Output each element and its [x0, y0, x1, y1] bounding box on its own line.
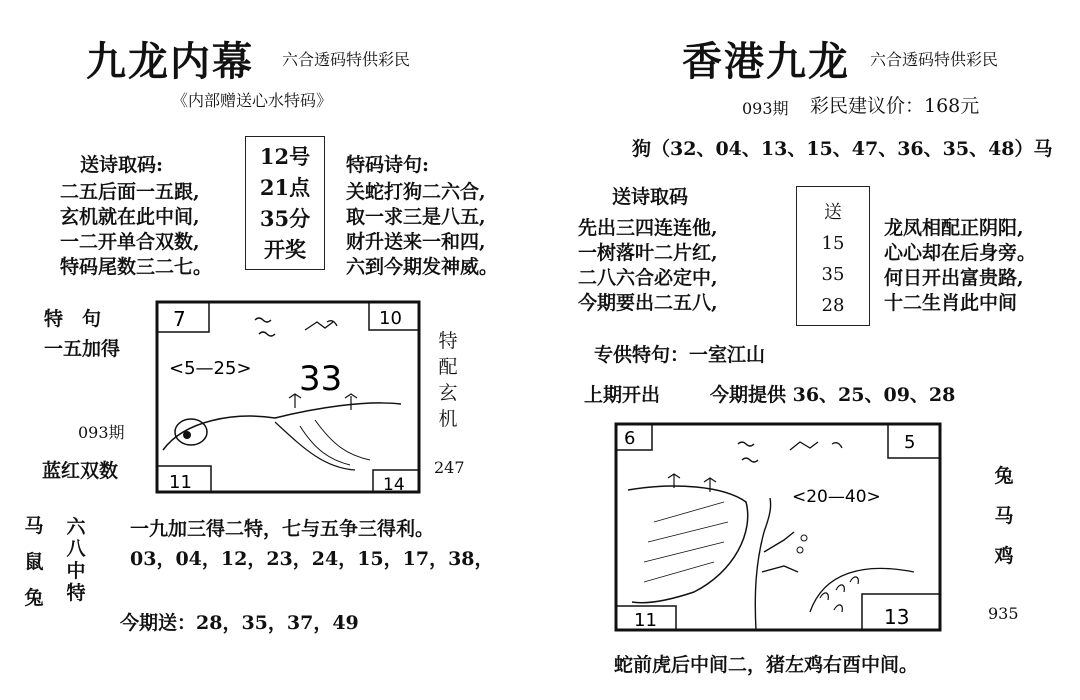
left-liuba-char: 八 — [66, 538, 86, 560]
right-box-line: 15 — [821, 233, 845, 254]
right-poem-line: 先出三四连连他, — [578, 217, 718, 239]
right-sketch-corner-br: 13 — [884, 605, 910, 629]
right-zodiac-char: 马 — [994, 505, 1014, 527]
left-poem — [60, 180, 212, 280]
right-right-number: 935 — [988, 604, 1019, 623]
left-special-label: 特 句 — [44, 308, 102, 330]
left-vertical-char: 机 — [438, 408, 458, 430]
left-poem-line: 一二开单合双数, — [60, 231, 200, 253]
left-vertical-char: 配 — [438, 356, 458, 378]
left-sketch — [155, 300, 421, 494]
left-poem2-line: 关蛇打狗二六合, — [346, 181, 486, 203]
right-poem2-line: 龙凤相配正阴阳, — [884, 217, 1024, 239]
right-sketch-corner-tr: 5 — [904, 432, 916, 453]
left-rule-text: 一九加三得二特，七与五争三得利。 — [130, 518, 435, 540]
left-sketch-corner-tl: 7 — [173, 307, 186, 331]
right-zodiac-char: 鸡 — [994, 545, 1014, 567]
right-send-box — [796, 186, 870, 326]
right-sketch-range: <20—40> — [792, 487, 881, 507]
right-zodiac-col — [990, 456, 1018, 576]
left-poem2-line: 六到今期发神威。 — [346, 256, 499, 278]
right-tagline: 六合透码特供彩民 — [870, 50, 999, 69]
left-poem2-line: 取一求三是八五, — [346, 206, 486, 228]
left-zodiac-char: 鼠 — [24, 551, 44, 573]
left-liuba-char: 中 — [66, 560, 86, 582]
right-poem2-line: 十二生肖此中间 — [884, 292, 1018, 314]
left-poem-heading: 送诗取码: — [80, 154, 164, 176]
left-poem-line: 二五后面一五跟, — [60, 181, 200, 203]
left-zodiac-char: 马 — [24, 515, 44, 537]
left-poem2 — [346, 180, 498, 280]
left-subtitle: 《内部赠送心水特码》 — [172, 91, 333, 110]
left-box-line: 21点 — [259, 175, 311, 200]
left-box-line: 35分 — [259, 206, 311, 231]
right-box-line: 送 — [824, 202, 842, 223]
left-vertical-char: 玄 — [438, 382, 458, 404]
right-box-line: 35 — [821, 264, 845, 285]
right-poem-line: 一树落叶二片红, — [578, 242, 718, 264]
right-sketch-corner-tl: 6 — [624, 428, 636, 449]
right-sketch — [614, 422, 942, 632]
right-poem-line: 今期要出二五八, — [578, 292, 718, 314]
left-special-text: 一五加得 — [44, 338, 121, 360]
left-sketch-range: <5—25> — [169, 358, 252, 379]
right-poem-line: 二八六合必定中, — [578, 267, 718, 289]
left-poem-line: 玄机就在此中间, — [60, 206, 200, 228]
right-poem2-line: 心心却在后身旁。 — [884, 242, 1037, 264]
left-title: 九龙内幕 — [86, 38, 254, 85]
left-zodiac-char: 兔 — [24, 587, 44, 609]
left-zodiac-col — [22, 508, 46, 616]
left-tagline: 六合透码特供彩民 — [282, 50, 411, 69]
left-sketch-corner-br: 14 — [383, 475, 405, 494]
left-sketch-corner-bl: 11 — [169, 472, 192, 493]
left-box-line: 12号 — [259, 144, 311, 169]
left-liuba-char: 六 — [66, 516, 86, 538]
left-poem2-heading: 特码诗句: — [346, 154, 430, 176]
right-poem-heading: 送诗取码 — [612, 186, 689, 208]
left-send-text: 今期送：28，35，37，49 — [120, 612, 359, 634]
right-bottom-text: 蛇前虎后中间二，猪左鸡右酉中间。 — [614, 654, 919, 676]
left-box-line: 开奖 — [264, 237, 306, 262]
right-sketch-drawing — [614, 422, 942, 632]
right-last-issue: 上期开出 — [584, 384, 661, 406]
right-poem2-line: 何日开出富贵路, — [884, 267, 1024, 289]
left-numbers-text: 03，04，12，23，24，15，17，38， — [130, 548, 494, 570]
right-zodiac-char: 兔 — [994, 465, 1014, 487]
right-this-issue: 今期提供 36、25、09、28 — [710, 384, 956, 406]
right-title: 香港九龙 — [682, 38, 850, 85]
right-price: 彩民建议价：168元 — [810, 95, 980, 117]
left-sketch-number: 33 — [299, 359, 343, 399]
left-right-number: 247 — [434, 458, 465, 477]
left-color-text: 蓝红双数 — [42, 460, 119, 482]
left-issue: 093期 — [78, 423, 125, 442]
right-poem2 — [884, 216, 1036, 316]
right-issue: 093期 — [742, 99, 789, 118]
left-sketch-drawing — [155, 300, 421, 494]
left-poem-line: 特码尾数三二七。 — [60, 256, 213, 278]
left-vertical-char: 特 — [438, 330, 458, 352]
left-poem2-line: 财升送来一和四, — [346, 231, 486, 253]
left-draw-time-box — [245, 136, 325, 270]
right-poem — [578, 216, 718, 316]
right-box-line: 28 — [821, 295, 845, 316]
right-dog-line: 狗（32、04、13、15、47、36、35、48）马 — [632, 138, 1053, 160]
right-sketch-corner-bl: 11 — [634, 610, 657, 631]
left-right-vertical — [434, 328, 462, 432]
left-liuba-char: 特 — [66, 582, 86, 604]
left-sketch-corner-tr: 10 — [379, 308, 402, 329]
left-liuba-col — [64, 516, 88, 604]
right-special-line: 专供特句：一室江山 — [594, 344, 766, 366]
